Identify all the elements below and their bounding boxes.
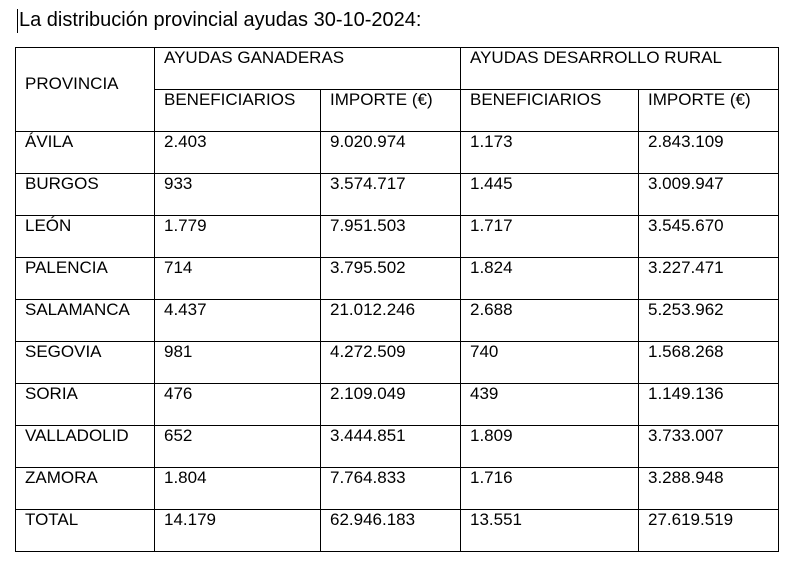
cell-provincia: SALAMANCA bbox=[16, 300, 155, 342]
table-row bbox=[16, 300, 779, 342]
cell-provincia: SEGOVIA bbox=[16, 342, 155, 384]
cell-gan-beneficiarios: 2.403 bbox=[155, 132, 321, 174]
text-cursor bbox=[17, 9, 18, 33]
header-dr-importe: IMPORTE (€) bbox=[639, 90, 779, 132]
cell-dr-importe: 3.227.471 bbox=[639, 258, 779, 300]
table-row bbox=[16, 342, 779, 384]
cell-dr-importe: 3.009.947 bbox=[639, 174, 779, 216]
cell-gan-importe: 3.574.717 bbox=[321, 174, 461, 216]
cell-dr-beneficiarios: 1.824 bbox=[461, 258, 639, 300]
cell-provincia: ZAMORA bbox=[16, 468, 155, 510]
header-ayudas-desarrollo-rural: AYUDAS DESARROLLO RURAL bbox=[461, 48, 779, 90]
cell-gan-beneficiarios: 1.779 bbox=[155, 216, 321, 258]
cell-dr-beneficiarios: 740 bbox=[461, 342, 639, 384]
table-row bbox=[16, 468, 779, 510]
cell-gan-importe: 4.272.509 bbox=[321, 342, 461, 384]
cell-gan-beneficiarios: 476 bbox=[155, 384, 321, 426]
cell-gan-beneficiarios: 652 bbox=[155, 426, 321, 468]
table-row bbox=[16, 510, 779, 552]
cell-gan-importe: 2.109.049 bbox=[321, 384, 461, 426]
cell-dr-importe: 5.253.962 bbox=[639, 300, 779, 342]
cell-dr-importe: 1.568.268 bbox=[639, 342, 779, 384]
distribution-table bbox=[15, 47, 779, 552]
cell-dr-importe: 3.545.670 bbox=[639, 216, 779, 258]
cell-gan-beneficiarios: 933 bbox=[155, 174, 321, 216]
header-gan-beneficiarios: BENEFICIARIOS bbox=[155, 90, 321, 132]
cell-gan-beneficiarios: 4.437 bbox=[155, 300, 321, 342]
cell-gan-importe: 21.012.246 bbox=[321, 300, 461, 342]
header-provincia: PROVINCIA bbox=[16, 48, 155, 132]
cell-provincia: LEÓN bbox=[16, 216, 155, 258]
cell-gan-importe: 7.764.833 bbox=[321, 468, 461, 510]
table-body bbox=[16, 132, 779, 552]
cell-gan-beneficiarios: 14.179 bbox=[155, 510, 321, 552]
cell-gan-importe: 62.946.183 bbox=[321, 510, 461, 552]
cell-gan-importe: 3.444.851 bbox=[321, 426, 461, 468]
cell-dr-beneficiarios: 2.688 bbox=[461, 300, 639, 342]
table-row bbox=[16, 384, 779, 426]
cell-dr-beneficiarios: 1.717 bbox=[461, 216, 639, 258]
cell-gan-importe: 9.020.974 bbox=[321, 132, 461, 174]
cell-gan-beneficiarios: 1.804 bbox=[155, 468, 321, 510]
header-row-groups bbox=[16, 48, 779, 90]
table-row bbox=[16, 132, 779, 174]
cell-gan-importe: 3.795.502 bbox=[321, 258, 461, 300]
cell-dr-beneficiarios: 1.445 bbox=[461, 174, 639, 216]
header-ayudas-ganaderas: AYUDAS GANADERAS bbox=[155, 48, 461, 90]
table-row bbox=[16, 258, 779, 300]
cell-gan-beneficiarios: 981 bbox=[155, 342, 321, 384]
cell-dr-beneficiarios: 13.551 bbox=[461, 510, 639, 552]
cell-provincia: SORIA bbox=[16, 384, 155, 426]
document-title: La distribución provincial ayudas 30-10-2024: bbox=[19, 9, 422, 31]
cell-gan-beneficiarios: 714 bbox=[155, 258, 321, 300]
cell-dr-beneficiarios: 1.173 bbox=[461, 132, 639, 174]
cell-provincia: VALLADOLID bbox=[16, 426, 155, 468]
table-row bbox=[16, 216, 779, 258]
cell-dr-importe: 2.843.109 bbox=[639, 132, 779, 174]
cell-dr-importe: 27.619.519 bbox=[639, 510, 779, 552]
cell-provincia: BURGOS bbox=[16, 174, 155, 216]
header-gan-importe: IMPORTE (€) bbox=[321, 90, 461, 132]
cell-dr-importe: 3.733.007 bbox=[639, 426, 779, 468]
cell-dr-importe: 1.149.136 bbox=[639, 384, 779, 426]
table-row bbox=[16, 426, 779, 468]
header-dr-beneficiarios: BENEFICIARIOS bbox=[461, 90, 639, 132]
cell-dr-beneficiarios: 1.809 bbox=[461, 426, 639, 468]
table-row bbox=[16, 174, 779, 216]
cell-dr-importe: 3.288.948 bbox=[639, 468, 779, 510]
cell-provincia: PALENCIA bbox=[16, 258, 155, 300]
cell-dr-beneficiarios: 439 bbox=[461, 384, 639, 426]
cell-gan-importe: 7.951.503 bbox=[321, 216, 461, 258]
cell-provincia: TOTAL bbox=[16, 510, 155, 552]
cell-dr-beneficiarios: 1.716 bbox=[461, 468, 639, 510]
cell-provincia: ÁVILA bbox=[16, 132, 155, 174]
